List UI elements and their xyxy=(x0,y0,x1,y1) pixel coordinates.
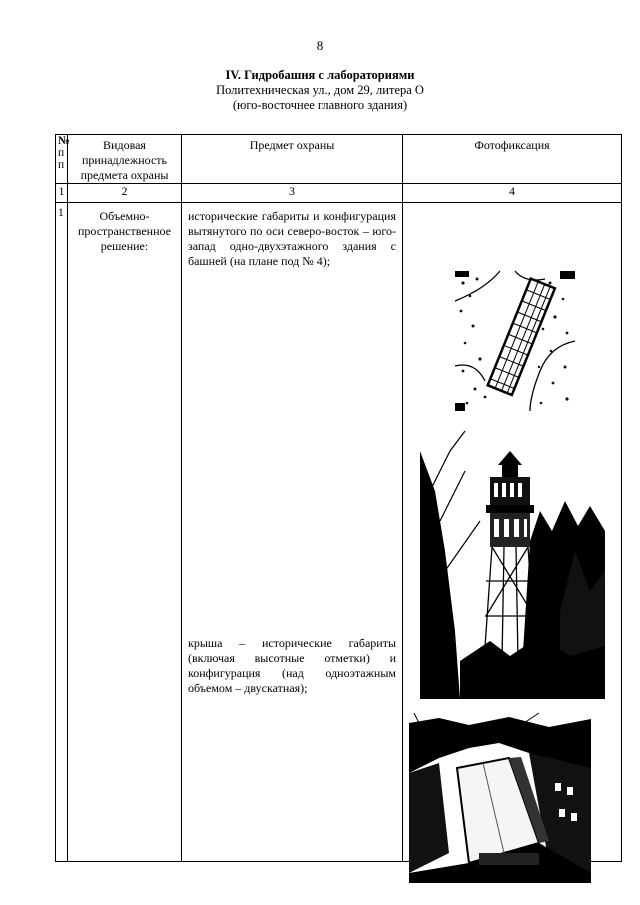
header-num-line: № xyxy=(58,135,70,147)
site-plan-image xyxy=(455,271,575,411)
section-heading xyxy=(0,68,640,113)
subject-item-dimensions: исторические габариты и конфигурация вытянутого по оси северо-восток – юго-запад одно-двухэтажного здания с башней (на плане под № 4); xyxy=(188,209,396,268)
header-num xyxy=(56,135,68,184)
page-number: 8 xyxy=(316,38,324,53)
row-type: Объемно-пространственное решение: xyxy=(68,203,182,862)
column-number-row xyxy=(56,184,622,203)
row-number xyxy=(56,203,68,862)
protection-subject-table xyxy=(55,134,622,862)
section-title: IV. Гидробашня с лабораториями xyxy=(225,68,415,82)
roof-photo xyxy=(409,713,591,883)
column-number: 2 xyxy=(68,184,182,203)
header-subject: Предмет охраны xyxy=(182,135,403,184)
column-number: 1 xyxy=(56,184,68,203)
header-num-line: п xyxy=(58,159,65,171)
column-number: 3 xyxy=(182,184,403,203)
column-number: 4 xyxy=(403,184,622,203)
table-row xyxy=(56,203,622,862)
header-type: Видовая принадлежность предмета охраны xyxy=(68,135,182,184)
header-num-line: п xyxy=(58,147,65,159)
row-subject xyxy=(182,203,403,862)
tower-photo xyxy=(420,431,605,699)
header-photo: Фотофиксация xyxy=(403,135,622,184)
table-header-row xyxy=(56,135,622,184)
row-photos xyxy=(403,203,622,862)
object-address: Политехническая ул., дом 29, литера О xyxy=(216,83,424,97)
row-number-text: 1 xyxy=(58,207,64,219)
object-location: (юго-восточнее главного здания) xyxy=(232,98,408,112)
subject-item-roof: крыша – исторические габариты (включая высотные отметки) и конфигурация (над одноэтажным объемом – двускатная); xyxy=(188,636,396,695)
